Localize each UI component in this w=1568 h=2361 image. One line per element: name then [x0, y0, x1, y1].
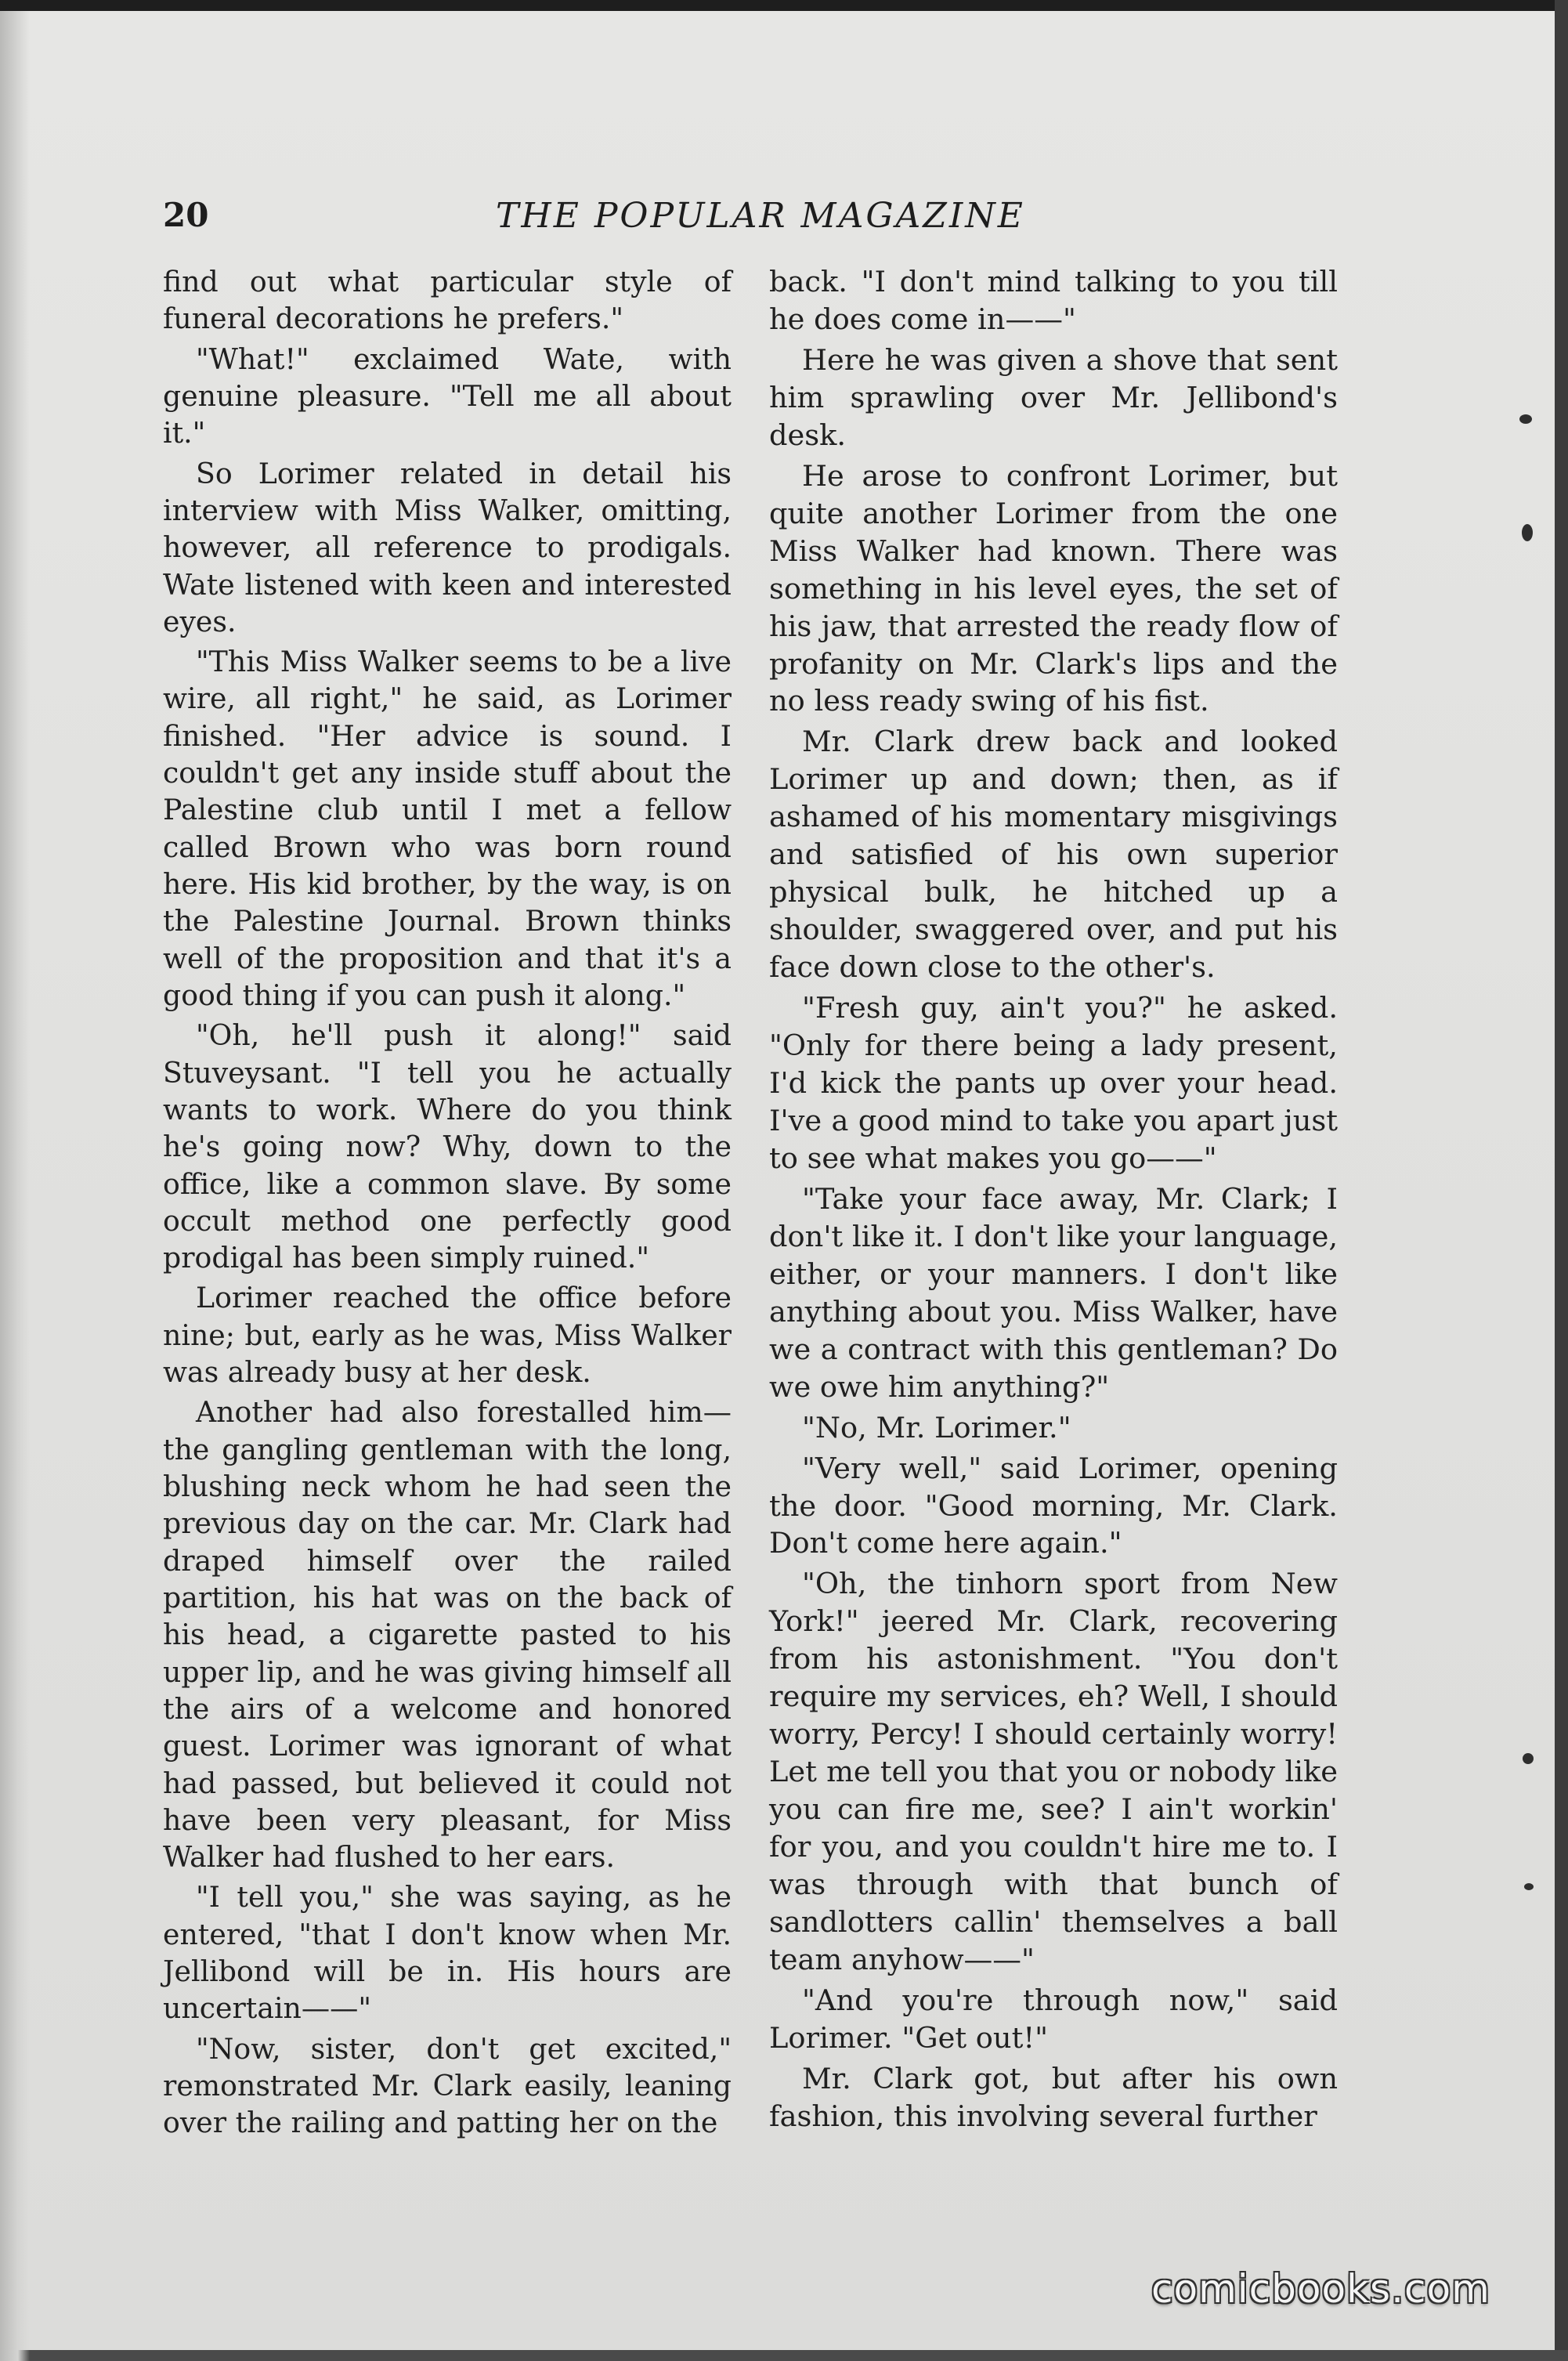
paragraph: So Lorimer related in detail his interview with Miss Walker, omitting, however, all reference to prodigals. Wate listened with keen and interested eyes.	[163, 456, 732, 638]
magazine-title: THE POPULAR MAGAZINE	[496, 196, 1025, 236]
paragraph: "I tell you," she was saying, as he entered, "that I don't know when Mr. Jellibond will be in. His hours are uncertain——"	[163, 1880, 732, 2026]
paragraph: Here he was given a shove that sent him sprawling over Mr. Jellibond's desk.	[769, 342, 1338, 452]
paragraph: "Very well," said Lorimer, opening the door. "Good morning, Mr. Clark. Don't come here again."	[769, 1451, 1338, 1560]
punch-hole	[1523, 1753, 1534, 1764]
punch-hole	[1519, 414, 1532, 424]
running-head	[163, 196, 1346, 243]
paragraph: "What!" exclaimed Wate, with genuine pleasure. "Tell me all about it."	[163, 342, 732, 450]
paragraph: Mr. Clark got, but after his own fashion, this involving several further	[769, 2061, 1338, 2133]
paragraph: back. "I don't mind talking to you till he does come in——"	[769, 265, 1338, 336]
watermark-logo: comicbooks.com	[1151, 2266, 1490, 2312]
binding-edge	[0, 11, 30, 2361]
paragraph: "And you're through now," said Lorimer. "Get out!"	[769, 1983, 1338, 2055]
paragraph: "No, Mr. Lorimer."	[802, 1410, 1071, 1444]
page-number: 20	[163, 196, 209, 234]
paragraph: "Oh, the tinhorn sport from New York!" jeered Mr. Clark, recovering from his astonishment. "You don't require my services, eh? Well, I should worry, Percy! I should certainly worry! Let me tell you that you or nobody like you can fire me, see? I ain't workin' for you, and you couldn't hire me to. I was through with that bunch of sandlotters callin' themselves a ball team anyhow——"	[769, 1567, 1338, 1976]
paragraph: He arose to confront Lorimer, but quite another Lorimer from the one Miss Walker had known. There was something in his level eyes, the set of his jaw, that arrested the ready flow of profanity on Mr. Clark's lips and the no less ready swing of his fist.	[769, 458, 1338, 718]
paragraph: "Now, sister, don't get excited," remonstrated Mr. Clark easily, leaning over the railing and patting her on the	[163, 2031, 732, 2140]
page-edge	[1555, 0, 1568, 2350]
paragraph: Mr. Clark drew back and looked Lorimer up and down; then, as if ashamed of his momentary misgivings and satisfied of his own superior physical bulk, he hitched up a shoulder, swaggered over, and put his face down close to the other's.	[769, 725, 1338, 985]
paragraph: "Fresh guy, ain't you?" he asked. "Only for there being a lady present, I'd kick the pants up over your head. I've a good mind to take you apart just to see what makes you go——"	[769, 991, 1338, 1175]
right-text-column	[769, 263, 1338, 2139]
paragraph: "This Miss Walker seems to be a live wire, all right," he said, as Lorimer finished. "Her advice is sound. I couldn't get any inside stuff about the Palestine club until I met a fellow called Brown who was born round here. His kid brother, by the way, is on the Palestine Journal. Brown thinks well of the proposition and that it's a good thing if you can push it along."	[163, 645, 732, 1012]
paragraph: Lorimer reached the office before nine; but, early as he was, Miss Walker was already busy at her desk.	[163, 1281, 732, 1390]
paragraph: Another had also forestalled him—the gangling gentleman with the long, blushing neck whom he had seen the previous day on the car. Mr. Clark had draped himself over the railed partition, his hat was on the back of his head, a cigarette pasted to his upper lip, and he was giving himself all the airs of a welcome and honored guest. Lorimer was ignorant of what had passed, but believed it could not have been very pleasant, for Miss Walker had flushed to her ears.	[163, 1395, 732, 1875]
punch-hole	[1522, 524, 1533, 541]
paragraph: find out what particular style of funeral decorations he prefers."	[163, 265, 732, 336]
punch-hole	[1524, 1883, 1534, 1890]
left-text-column	[163, 263, 732, 2145]
paragraph: "Oh, he'll push it along!" said Stuveysant. "I tell you he actually wants to work. Where do you think he's going now? Why, down to the office, like a common slave. By some occult method one perfectly good prodigal has been simply ruined."	[163, 1018, 732, 1275]
paragraph: "Take your face away, Mr. Clark; I don't like it. I don't like your language, either, or your manners. I don't like anything about you. Miss Walker, have we a contract with this gentleman? Do we owe him anything?"	[769, 1181, 1338, 1404]
